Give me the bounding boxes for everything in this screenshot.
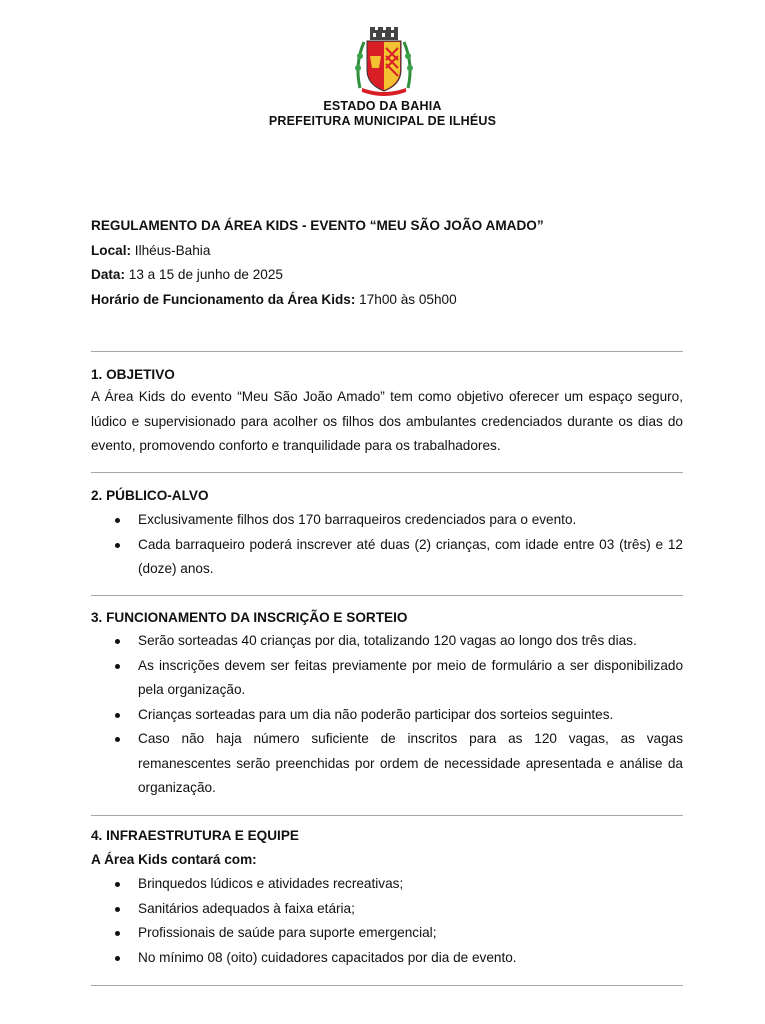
bullet-icon (115, 543, 120, 548)
bullet-icon (115, 664, 120, 669)
meta-local-value: Ilhéus-Bahia (131, 243, 211, 258)
section-4-subheading: A Área Kids contará com: (91, 852, 257, 867)
list-item (91, 921, 683, 946)
municipality-name: PREFEITURA MUNICIPAL DE ILHÉUS (268, 114, 497, 128)
list-item (91, 654, 683, 703)
bullet-icon (115, 737, 120, 742)
state-name: ESTADO DA BAHIA (323, 99, 442, 113)
meta-data (91, 267, 283, 282)
meta-local-label: Local: (91, 243, 132, 258)
section-3-heading: 3. FUNCIONAMENTO DA INSCRIÇÃO E SORTEIO (91, 610, 408, 625)
meta-data-label: Data: (91, 267, 125, 282)
list-item (91, 508, 683, 533)
meta-local (91, 243, 210, 258)
bullet-icon (115, 931, 120, 936)
list-item (91, 946, 683, 971)
section-divider (91, 472, 683, 473)
bullet-icon (115, 907, 120, 912)
list-item-text: Caso não haja número suficiente de inscritos para as 120 vagas, as vagas remanescentes serão preenchidas por ordem de necessidade apresentada e análise da organização. (138, 731, 683, 795)
bullet-icon (115, 882, 120, 887)
list-item (91, 872, 683, 897)
bullet-icon (115, 713, 120, 718)
section-4-heading: 4. INFRAESTRUTURA E EQUIPE (91, 828, 299, 843)
section-divider (91, 985, 683, 986)
section-2-heading: 2. PÚBLICO-ALVO (91, 488, 209, 503)
list-item-text: No mínimo 08 (oito) cuidadores capacitados por dia de evento. (138, 949, 517, 965)
list-item (91, 727, 683, 801)
section-divider (91, 351, 683, 352)
list-item-text: As inscrições devem ser feitas previamente por meio de formulário a ser disponibilizado pela organização. (138, 657, 683, 697)
section-2-list (91, 508, 683, 582)
document-title: REGULAMENTO DA ÁREA KIDS - EVENTO “MEU SÃO JOÃO AMADO” (91, 218, 544, 233)
list-item-text: Cada barraqueiro poderá inscrever até duas (2) crianças, com idade entre 03 (três) e 12 (doze) anos. (138, 536, 683, 576)
bullet-icon (115, 956, 120, 961)
list-item-text: Exclusivamente filhos dos 170 barraqueiros credenciados para o evento. (138, 512, 577, 527)
list-item (91, 533, 683, 582)
section-3-list (91, 629, 683, 801)
meta-horario (91, 292, 457, 307)
coat-of-arms-icon (352, 26, 416, 96)
list-item-text: Brinquedos lúdicos e atividades recreativas; (138, 876, 404, 891)
list-item-text: Serão sorteadas 40 crianças por dia, totalizando 120 vagas ao longo dos três dias. (138, 633, 637, 648)
section-1-text: A Área Kids do evento “Meu São João Amado” tem como objetivo oferecer um espaço seguro, lúdico e supervisionado para acolher os filhos dos ambulantes credenciados durante os dias do evento, promovendo conforto e tranquilidade para os trabalhadores. (91, 389, 683, 453)
section-4-list (91, 872, 683, 970)
meta-horario-value: 17h00 às 05h00 (355, 292, 457, 307)
section-divider (91, 595, 683, 596)
bullet-icon (115, 518, 120, 523)
list-item-text: Profissionais de saúde para suporte emergencial; (138, 925, 437, 940)
list-item (91, 703, 683, 728)
list-item-text: Sanitários adequados à faixa etária; (138, 900, 355, 916)
meta-horario-label: Horário de Funcionamento da Área Kids: (91, 292, 356, 307)
bullet-icon (115, 639, 120, 644)
meta-data-value: 13 a 15 de junho de 2025 (125, 267, 283, 282)
list-item (91, 629, 683, 654)
list-item-text: Crianças sorteadas para um dia não poderão participar dos sorteios seguintes. (138, 706, 614, 722)
section-1-heading: 1. OBJETIVO (91, 367, 175, 382)
section-divider (91, 815, 683, 816)
list-item (91, 897, 683, 922)
